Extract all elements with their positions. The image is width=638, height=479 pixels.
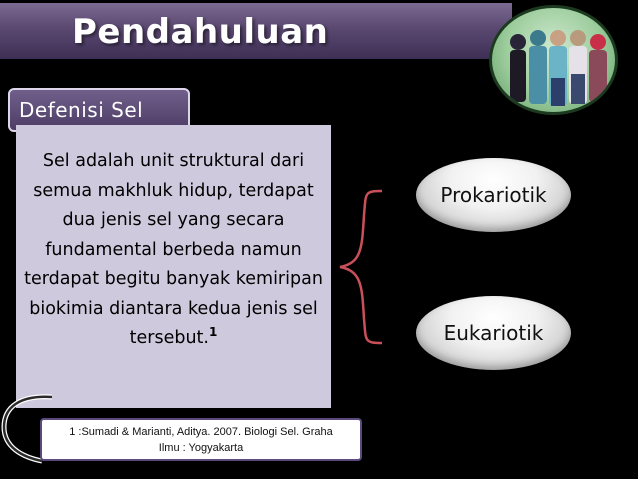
eukaryote-label: Eukariotik <box>443 321 544 345</box>
person-figure <box>569 30 587 104</box>
page-title: Pendahuluan <box>72 12 329 52</box>
person-figure <box>589 34 607 102</box>
prokaryote-label: Prokariotik <box>440 183 547 207</box>
reference-line-2: Ilmu : Yogyakarta <box>158 442 244 454</box>
prokaryote-oval <box>416 158 571 232</box>
group-photo <box>489 5 618 115</box>
footnote-marker: 1 <box>208 325 218 340</box>
person-figure <box>549 30 567 106</box>
eukaryote-oval <box>416 296 571 370</box>
reference-note <box>40 418 362 461</box>
person-figure <box>510 34 526 102</box>
person-figure <box>529 30 547 104</box>
definition-body: Sel adalah unit struktural dari semua makhluk hidup, terdapat dua jenis sel yang secara fundamental berbeda namun terdapat begitu banyak kemiripan biokimia diantara kedua jenis sel tersebut. <box>24 151 323 348</box>
title-bar <box>0 3 512 59</box>
curly-brace <box>330 175 390 345</box>
reference-line-1: 1 :Sumadi & Marianti, Aditya. 2007. Biologi Sel. Graha <box>69 426 333 438</box>
section-label: Defenisi Sel <box>19 98 144 122</box>
definition-box <box>16 125 331 408</box>
definition-text <box>20 147 327 354</box>
